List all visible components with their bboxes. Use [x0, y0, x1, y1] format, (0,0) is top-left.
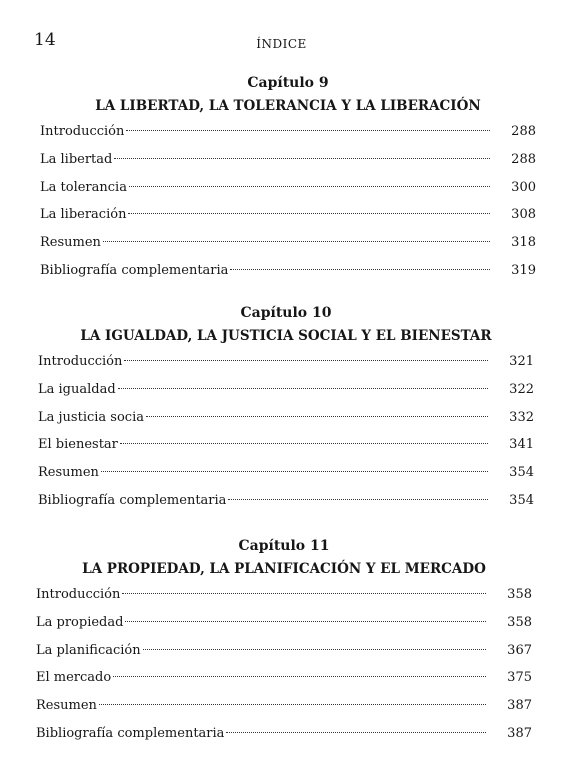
dot-leader [146, 416, 488, 417]
chapter-9-section [40, 74, 536, 291]
dot-leader [120, 443, 488, 444]
dot-leader [230, 269, 490, 270]
chapter-10-section [38, 304, 534, 521]
toc-entry-label: La propiedad [36, 614, 124, 630]
dot-leader [226, 732, 486, 733]
toc-entry-el-bienestar[interactable] [38, 437, 534, 465]
chapter-number: Capítulo 11 [238, 538, 330, 554]
toc-entry-label: La libertad [40, 151, 113, 167]
toc-entry-label: Resumen [40, 235, 101, 251]
toc-entry-bibliografia[interactable] [38, 493, 534, 521]
toc-entry-page: 308 [511, 207, 536, 223]
chapter-title: LA LIBERTAD, LA TOLERANCIA Y LA LIBERACIÓN [95, 98, 481, 114]
dot-leader [103, 241, 490, 242]
toc-entry-la-tolerancia[interactable] [40, 180, 536, 208]
toc-entry-la-libertad[interactable] [40, 152, 536, 180]
running-head: ÍNDICE [256, 37, 307, 51]
toc-entry-label: Introducción [38, 354, 123, 369]
toc-entry-la-liberacion[interactable] [40, 207, 536, 235]
toc-entry-label: La planificación [36, 642, 141, 658]
chapter-number: Capítulo 9 [247, 75, 329, 91]
chapter-11-section [36, 537, 532, 754]
dot-leader [128, 213, 490, 214]
toc-entry-la-propiedad[interactable] [36, 615, 532, 643]
toc-entry-resumen[interactable] [40, 235, 536, 263]
toc-entry-page: 387 [507, 698, 532, 714]
toc-entry-introduccion[interactable] [40, 124, 536, 152]
page-number: 14 [34, 30, 56, 50]
dot-leader [125, 621, 486, 622]
toc-entry-label: Bibliografía complementaria [38, 492, 227, 508]
toc-entry-page: 321 [509, 354, 534, 369]
toc-entry-label: Resumen [38, 465, 99, 481]
toc-entry-page: 354 [509, 492, 534, 508]
toc-entry-page: 367 [507, 642, 532, 658]
toc-entry-page: 318 [511, 235, 536, 251]
toc-entry-page: 288 [511, 151, 536, 167]
toc-entry-page: 300 [511, 179, 536, 195]
toc-entry-label: El mercado [36, 670, 112, 686]
toc-entry-label: La igualdad [38, 381, 116, 397]
toc-entry-label: Resumen [36, 698, 97, 714]
toc-entry-el-mercado[interactable] [36, 670, 532, 698]
dot-leader [114, 158, 490, 159]
dot-leader [129, 186, 490, 187]
toc-entry-resumen[interactable] [38, 465, 534, 493]
toc-entry-page: 332 [509, 409, 534, 425]
toc-entry-bibliografia[interactable] [36, 726, 532, 754]
toc-entry-la-planificacion[interactable] [36, 643, 532, 671]
toc-list [38, 354, 534, 521]
toc-entry-page: 319 [511, 262, 536, 278]
toc-list [36, 587, 532, 754]
toc-entry-page: 288 [511, 124, 536, 139]
toc-entry-page: 387 [507, 725, 532, 741]
toc-entry-page: 341 [509, 437, 534, 453]
toc-entry-introduccion[interactable] [36, 587, 532, 615]
toc-entry-label: Introducción [40, 124, 125, 139]
dot-leader [101, 471, 488, 472]
toc-list [40, 124, 536, 291]
dot-leader [124, 360, 488, 361]
toc-entry-label: Introducción [36, 587, 121, 602]
toc-entry-la-igualdad[interactable] [38, 382, 534, 410]
toc-entry-page: 375 [507, 670, 532, 686]
chapter-title: LA PROPIEDAD, LA PLANIFICACIÓN Y EL MERCADO [82, 561, 486, 577]
toc-entry-bibliografia[interactable] [40, 263, 536, 291]
dot-leader [126, 130, 490, 131]
chapter-number: Capítulo 10 [240, 305, 332, 321]
chapter-title: LA IGUALDAD, LA JUSTICIA SOCIAL Y EL BIENESTAR [80, 328, 492, 344]
dot-leader [143, 649, 486, 650]
toc-entry-label: El bienestar [38, 437, 118, 453]
toc-entry-label: Bibliografía complementaria [36, 725, 225, 741]
dot-leader [118, 388, 488, 389]
dot-leader [99, 704, 486, 705]
toc-entry-label: Bibliografía complementaria [40, 262, 229, 278]
toc-entry-label: La liberación [40, 207, 127, 223]
dot-leader [228, 499, 488, 500]
toc-entry-label: La justicia socia [38, 409, 144, 425]
toc-entry-introduccion[interactable] [38, 354, 534, 382]
toc-entry-page: 322 [509, 381, 534, 397]
toc-entry-page: 358 [507, 614, 532, 630]
toc-entry-page: 354 [509, 465, 534, 481]
dot-leader [122, 593, 486, 594]
toc-entry-la-justicia-social[interactable] [38, 410, 534, 438]
toc-entry-label: La tolerancia [40, 179, 127, 195]
dot-leader [113, 676, 486, 677]
toc-entry-page: 358 [507, 587, 532, 602]
toc-entry-resumen[interactable] [36, 698, 532, 726]
